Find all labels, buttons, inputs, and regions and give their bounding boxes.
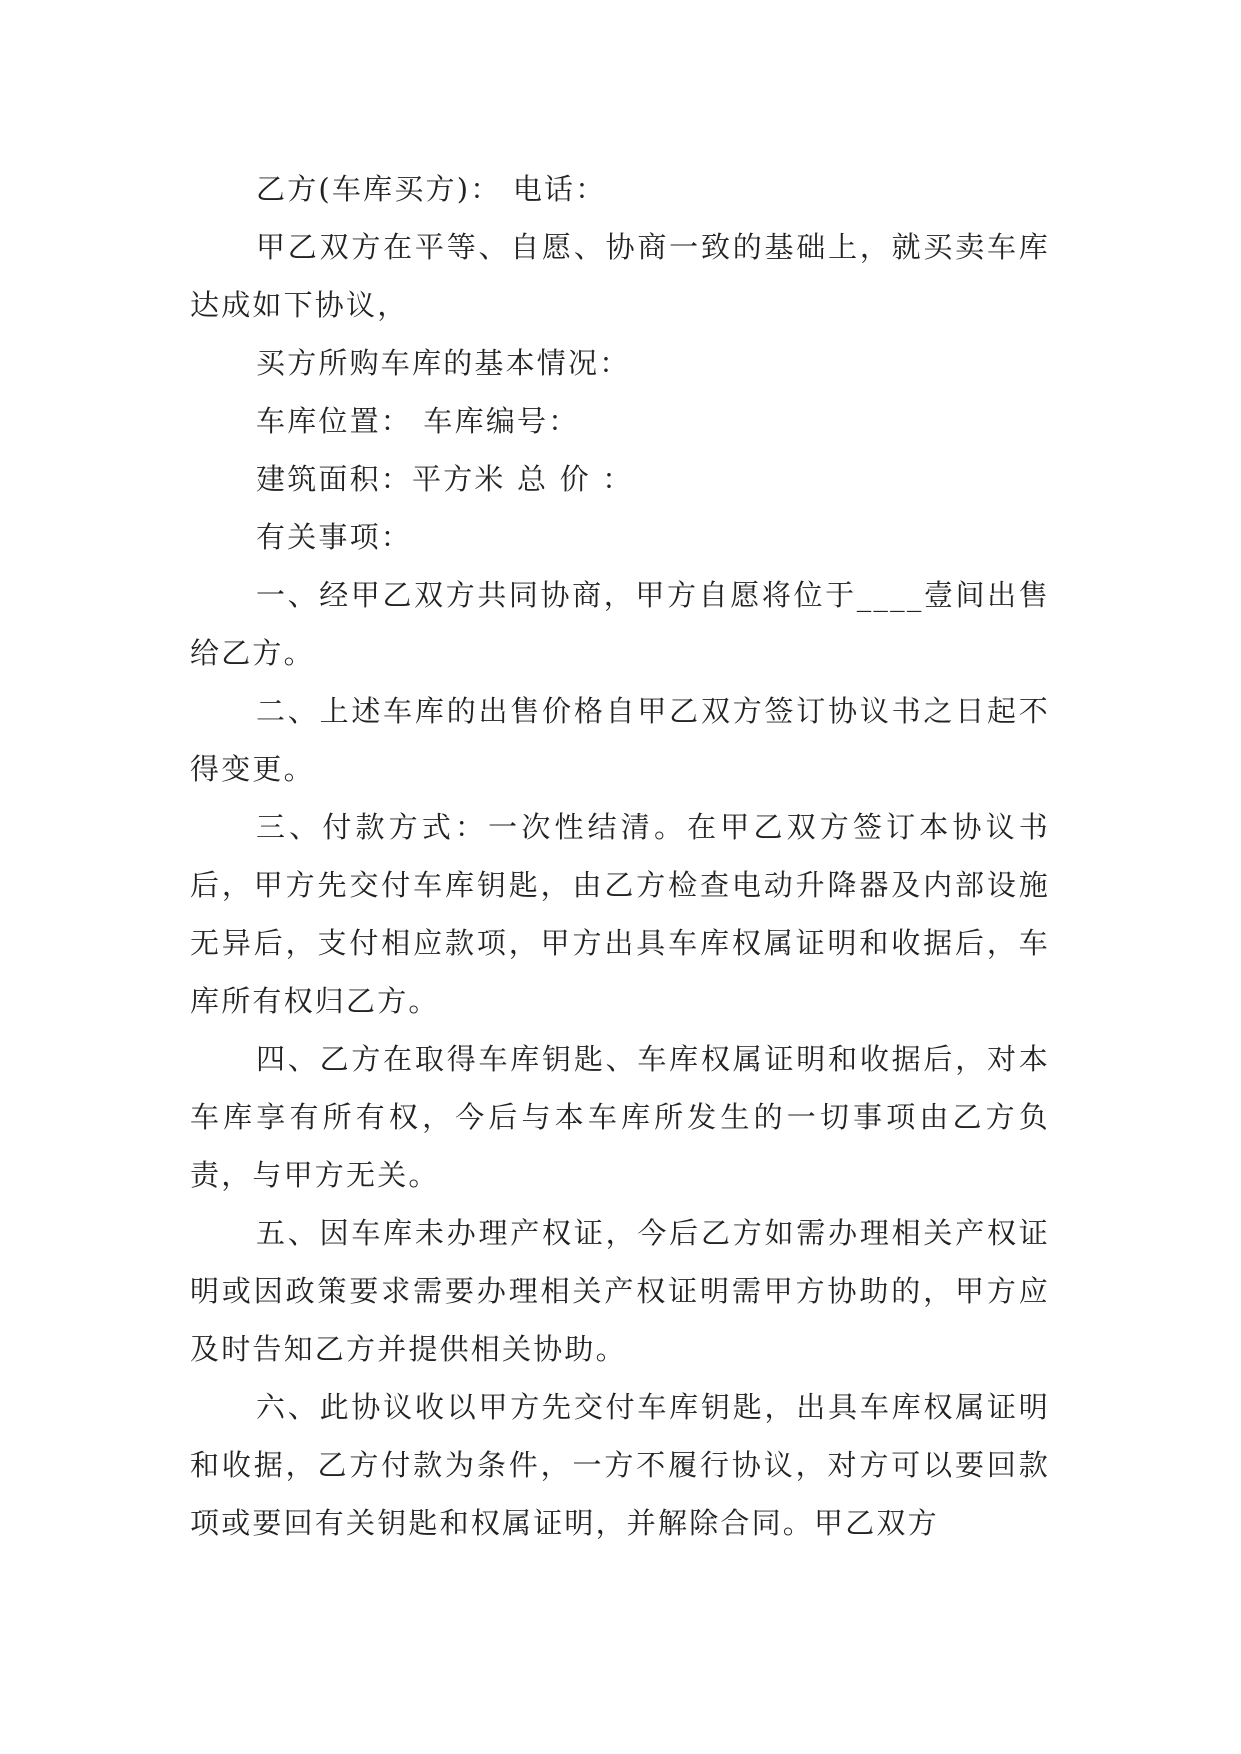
- clause-6: 六、此协议收以甲方先交付车库钥匙，出具车库权属证明和收据，乙方付款为条件，一方不履行协议，对方可以要回款项或要回有关钥匙和权属证明，并解除合同。甲乙双方: [190, 1390, 1050, 1540]
- clause-4: 四、乙方在取得车库钥匙、车库权属证明和收据后，对本车库享有所有权，今后与本车库所发生的一切事项由乙方负责，与甲方无关。: [190, 1042, 1050, 1192]
- agreement-intro: 甲乙双方在平等、自愿、协商一致的基础上，就买卖车库达成如下协议，: [190, 230, 1050, 322]
- document-body: [190, 160, 1050, 1552]
- clause-3: 三、付款方式：一次性结清。在甲乙双方签订本协议书后，甲方先交付车库钥匙，由乙方检查电动升降器及内部设施无异后，支付相应款项，甲方出具车库权属证明和收据后，车库所有权归乙方。: [190, 810, 1050, 1018]
- matters-heading: 有关事项：: [256, 520, 413, 554]
- clause-1: 一、经甲乙双方共同协商，甲方自愿将位于____壹间出售给乙方。: [190, 578, 1050, 670]
- clause-5: 五、因车库未办理产权证，今后乙方如需办理相关产权证明或因政策要求需要办理相关产权证明需甲方协助的，甲方应及时告知乙方并提供相关协助。: [190, 1216, 1050, 1366]
- garage-info-heading: 买方所购车库的基本情况：: [256, 346, 631, 380]
- area-price-line: 建筑面积：平方米 总 价 ：: [256, 462, 634, 496]
- buyer-phone-line: 乙方(车库买方)： 电话：: [256, 172, 607, 206]
- clause-2: 二、上述车库的出售价格自甲乙双方签订协议书之日起不得变更。: [190, 694, 1050, 786]
- garage-location-line: 车库位置： 车库编号：: [256, 404, 580, 438]
